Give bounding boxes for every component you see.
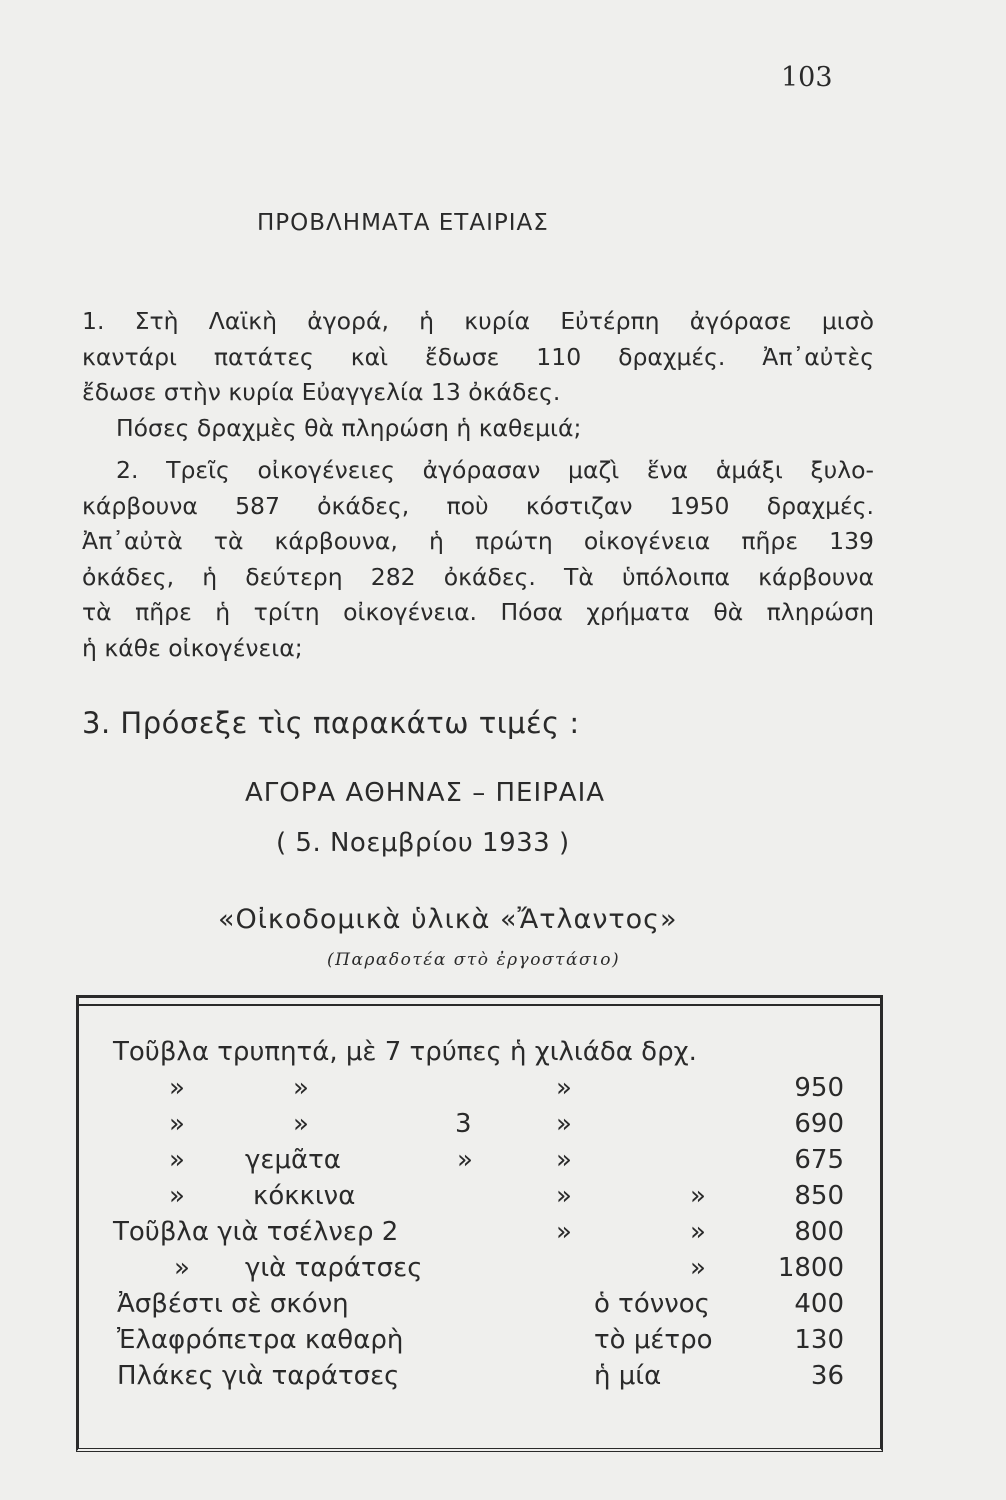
table-unit: ἡ μία xyxy=(594,1361,662,1391)
ditto-mark: » xyxy=(457,1145,473,1175)
ditto-mark: » xyxy=(169,1181,185,1211)
problem-3-prompt: 3. Πρόσεξε τὶς παρακάτω τιμές : xyxy=(82,706,580,740)
table-price: 690 xyxy=(794,1109,844,1139)
problem-2-line: 2. Τρεῖς οἰκογένειες ἀγόρασαν μαζὶ ἕνα ἁμάξι ξυλο- xyxy=(116,456,874,484)
table-row xyxy=(79,1178,880,1214)
problem-1-line: Πόσες δραχμὲς θὰ πληρώση ἡ καθεμιά; xyxy=(116,413,582,442)
problem-1-line: ἔδωσε στὴν κυρία Εὐαγγελία 13 ὀκάδες. xyxy=(82,378,561,406)
table-item: γεμᾶτα xyxy=(245,1145,341,1175)
ditto-mark: » xyxy=(174,1253,190,1283)
table-item: Τοῦβλα γιὰ τσέλνερ 2 xyxy=(113,1217,399,1247)
ditto-mark: » xyxy=(556,1217,572,1247)
ditto-mark: » xyxy=(556,1109,572,1139)
table-item: Πλάκες γιὰ ταράτσες xyxy=(117,1361,400,1391)
ditto-mark: » xyxy=(169,1073,185,1103)
table-item: κόκκινα xyxy=(253,1181,356,1211)
problem-1-line: καντάρι πατάτες καὶ ἔδωσε 110 δραχμές. Ἀπ᾽αὐτὲς xyxy=(82,342,874,371)
table-row xyxy=(79,1142,880,1178)
table-price: 675 xyxy=(794,1145,844,1175)
table-item: γιὰ ταράτσες xyxy=(245,1253,423,1283)
brand-line: «Οἰκοδομικὰ ὑλικὰ «Ἄτλαντος» xyxy=(218,904,678,935)
problem-2-line: ὀκάδες, ἡ δεύτερη 282 ὀκάδες. Τὰ ὑπόλοιπα κάρβουνα xyxy=(82,562,874,591)
hole-count: 3 xyxy=(455,1109,472,1139)
table-row xyxy=(79,1286,880,1322)
ditto-mark: » xyxy=(556,1145,572,1175)
ditto-mark: » xyxy=(690,1217,706,1247)
ditto-mark: » xyxy=(169,1109,185,1139)
ditto-mark: » xyxy=(293,1073,309,1103)
section-title: ΠΡΟΒΛΗΜΑΤΑ ΕΤΑΙΡΙΑΣ xyxy=(257,210,549,236)
table-item: Τοῦβλα τρυπητά, μὲ 7 τρύπες ἡ χιλιάδα δρχ. xyxy=(113,1037,697,1067)
problem-2-line: τὰ πῆρε ἡ τρίτη οἰκογένεια. Πόσα χρήματα θὰ πληρώση xyxy=(82,598,874,626)
table-price: 36 xyxy=(810,1361,844,1391)
table-price: 950 xyxy=(794,1073,844,1103)
table-price: 1800 xyxy=(777,1253,844,1283)
problem-2-line: κάρβουνα 587 ὀκάδες, ποὺ κόστιζαν 1950 δραχμές. xyxy=(82,491,874,520)
problem-1-line: 1. Στὴ Λαϊκὴ ἀγορά, ἡ κυρία Εὐτέρπη ἀγόρασε μισὸ xyxy=(82,307,874,335)
ditto-mark: » xyxy=(690,1253,706,1283)
table-price: 400 xyxy=(794,1289,844,1319)
brand-note: (Παραδοτέα στὸ ἐργοστάσιο) xyxy=(327,950,621,970)
ditto-mark: » xyxy=(556,1181,572,1211)
table-row xyxy=(79,1358,880,1394)
ditto-mark: » xyxy=(293,1109,309,1139)
table-row xyxy=(79,1106,880,1142)
table-price: 850 xyxy=(794,1181,844,1211)
price-table xyxy=(76,995,883,1452)
ditto-mark: » xyxy=(690,1181,706,1211)
ditto-mark: » xyxy=(556,1073,572,1103)
table-unit: τὸ μέτρο xyxy=(594,1325,713,1355)
table-row xyxy=(79,1322,880,1358)
table-price: 130 xyxy=(794,1325,844,1355)
table-row xyxy=(79,1070,880,1106)
problem-2 xyxy=(82,453,874,666)
table-unit: ὁ τόννος xyxy=(594,1289,710,1319)
problem-2-line: Ἀπ᾽αὐτὰ τὰ κάρβουνα, ἡ πρώτη οἰκογένεια πῆρε 139 xyxy=(82,527,874,555)
table-price: 800 xyxy=(794,1217,844,1247)
page-number: 103 xyxy=(781,62,833,93)
market-title: ΑΓΟΡΑ ΑΘΗΝΑΣ – ΠΕΙΡΑΙΑ xyxy=(245,778,606,808)
table-row xyxy=(79,1034,880,1070)
table-row xyxy=(79,1214,880,1250)
table-row xyxy=(79,1250,880,1286)
table-item: Ἀσβέστι σὲ σκόνη xyxy=(117,1289,349,1319)
ditto-mark: » xyxy=(169,1145,185,1175)
table-inner-rule xyxy=(79,1004,880,1006)
problem-2-line: ἡ κάθε οἰκογένεια; xyxy=(82,633,303,662)
market-date: ( 5. Νοεμβρίου 1933 ) xyxy=(276,828,570,858)
table-item: Ἐλαφρόπετρα καθαρὴ xyxy=(117,1325,404,1355)
problem-1 xyxy=(82,304,874,446)
